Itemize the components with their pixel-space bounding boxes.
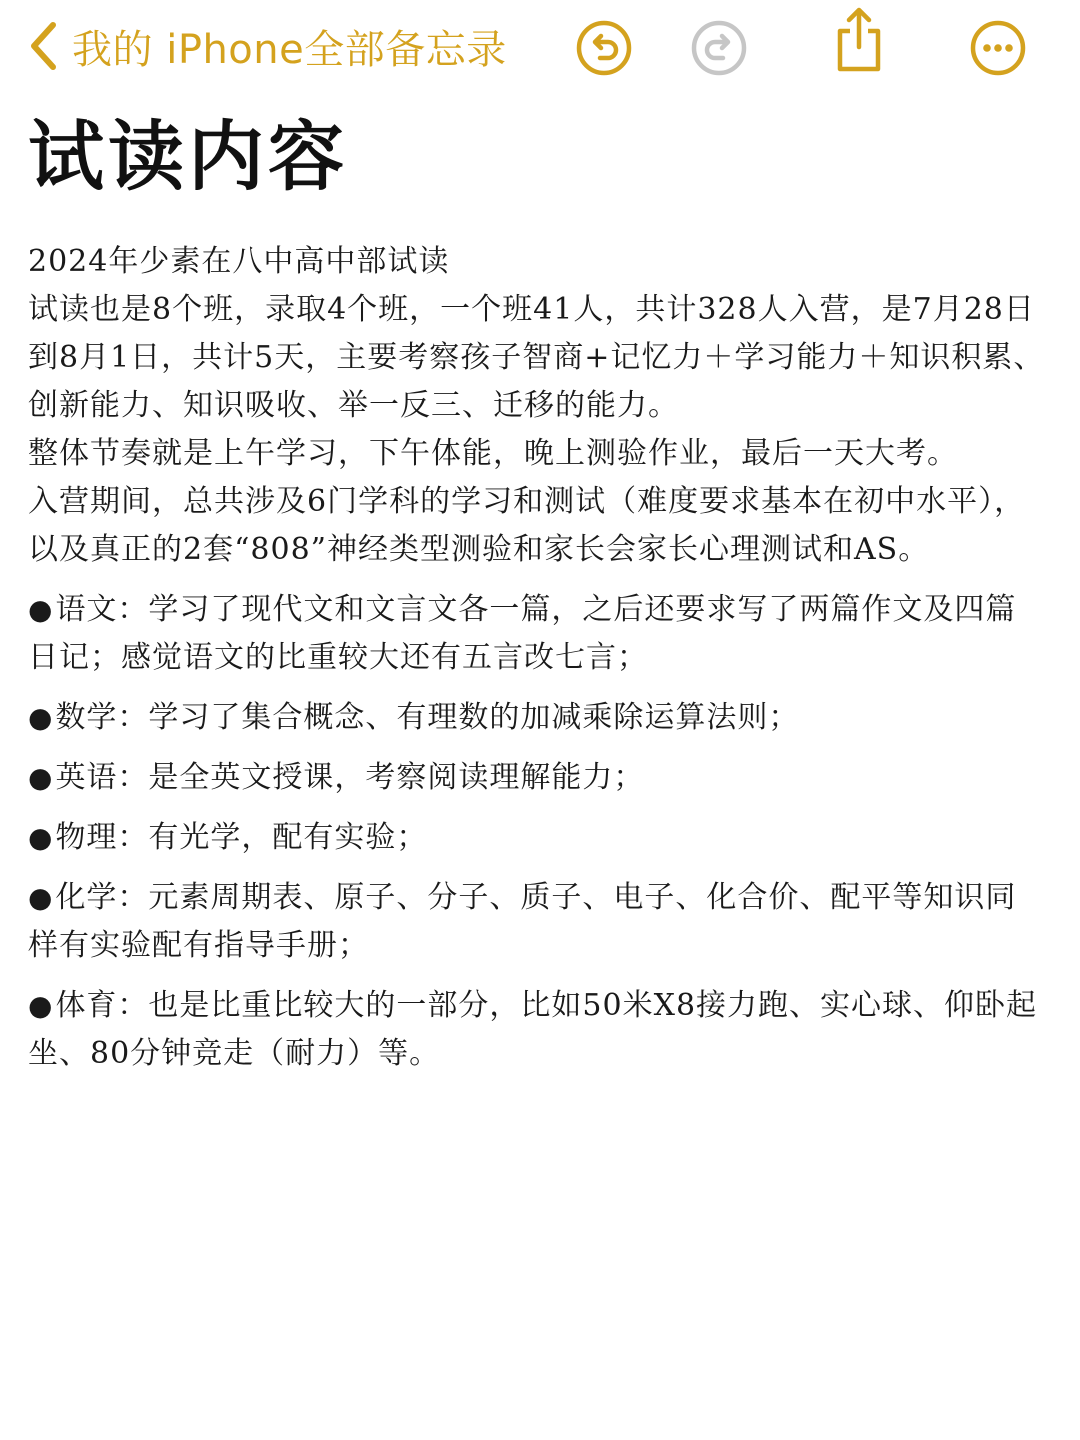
subject-line: 样有实验配有指导手册； (28, 928, 369, 963)
subject-item-english (28, 754, 1064, 802)
redo-button[interactable] (689, 18, 749, 78)
subject-item-chemistry (28, 874, 1064, 970)
subject-line: 化学：元素周期表、原子、分子、质子、电子、化合价、配平等知识同 (55, 880, 1017, 915)
subject-item-physics (28, 814, 1064, 862)
subject-item-chinese (28, 586, 1064, 682)
chevron-left-icon (28, 21, 58, 71)
bullet-icon: ● (28, 881, 54, 914)
share-button[interactable] (829, 10, 889, 70)
redo-icon (691, 20, 747, 76)
intro-line: 到8月1日，共计5天，主要考察孩子智商+记忆力＋学习能力＋知识积累、 (28, 340, 1045, 375)
intro-block (28, 238, 1064, 574)
subject-item-math (28, 694, 1064, 742)
subject-line: 体育：也是比重比较大的一部分，比如50米X8接力跑、实心球、仰卧起 (55, 988, 1038, 1023)
undo-icon (576, 20, 632, 76)
intro-line: 创新能力、知识吸收、举一反三、迁移的能力。 (28, 388, 679, 423)
bullet-icon: ● (28, 821, 54, 854)
intro-line: 2024年少素在八中高中部试读 (28, 244, 450, 279)
intro-line: 试读也是8个班，录取4个班，一个班41人，共计328人入营，是7月28日 (28, 292, 1035, 327)
subject-line: 坐、80分钟竞走（耐力）等。 (28, 1036, 441, 1071)
subject-line: 日记；感觉语文的比重较大还有五言改七言； (28, 640, 648, 675)
bullet-icon: ● (28, 593, 54, 626)
undo-button[interactable] (574, 18, 634, 78)
subject-line: 英语：是全英文授课，考察阅读理解能力； (55, 760, 645, 795)
back-button[interactable] (28, 18, 507, 74)
bullet-icon: ● (28, 989, 54, 1022)
more-icon (970, 20, 1026, 76)
intro-line: 整体节奏就是上午学习，下午体能，晚上测验作业，最后一天大考。 (28, 436, 958, 471)
intro-line: 以及真正的2套“808”神经类型测验和家长会家长心理测试和AS。 (28, 532, 930, 567)
bullet-icon: ● (28, 761, 54, 794)
subject-line: 语文：学习了现代文和文言文各一篇，之后还要求写了两篇作文及四篇 (55, 592, 1017, 627)
more-button[interactable] (968, 18, 1028, 78)
back-button-label: 我的 iPhone全部备忘录 (72, 26, 507, 73)
subject-line: 数学：学习了集合概念、有理数的加减乘除运算法则； (55, 700, 800, 735)
subject-item-pe (28, 982, 1064, 1078)
share-icon (831, 7, 887, 73)
bullet-icon: ● (28, 701, 54, 734)
note-body[interactable] (28, 238, 1064, 1078)
note-title[interactable]: 试读内容 (28, 112, 348, 201)
subject-line: 物理：有光学，配有实验； (55, 820, 428, 855)
intro-line: 入营期间，总共涉及6门学科的学习和测试（难度要求基本在初中水平）， (28, 484, 1026, 519)
navigation-bar (0, 0, 1080, 96)
